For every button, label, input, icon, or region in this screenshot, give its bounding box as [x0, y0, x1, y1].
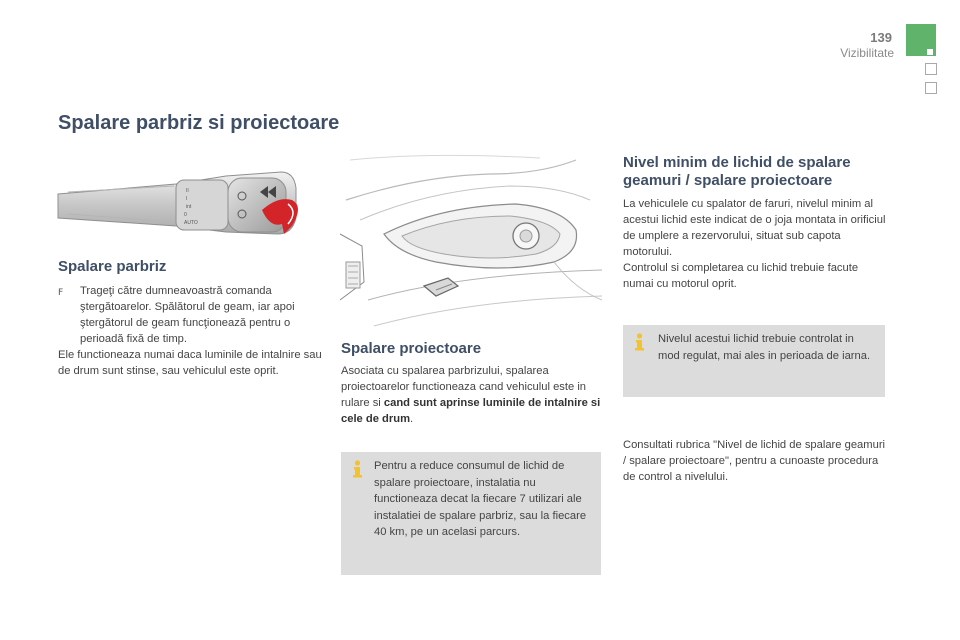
info-text-fluid: Nivelul acestui lichid trebuie controlat in mod regulat, mai ales in perioada de iarna. — [658, 333, 871, 362]
bullet-mark: F — [58, 288, 64, 298]
fluid-level-paragraph-3: Consultati rubrica "Nivel de lichid de spalare geamuri / spalare proiectoare", pentru a cunoaste procedura de control a nivelului. — [623, 439, 886, 483]
svg-text:I: I — [186, 196, 188, 202]
headlamp-wash-text-start: Asociata cu spalarea parbrizului, spalarea proiectoarelor functioneaza cand vehiculul este in rulare si — [341, 365, 587, 409]
bullet-text: Trageţi către dumneavoastră comanda ştergătoarelor. Spălătorul de geam, iar apoi ştergătorul de geam funcţionează pentru o perioadă fixă de timp. — [80, 285, 295, 345]
svg-text:0: 0 — [184, 212, 187, 218]
wiper-stalk-illustration — [56, 166, 308, 242]
svg-text:AUTO: AUTO — [184, 220, 198, 226]
headlamp-washer-illustration — [340, 150, 602, 330]
info-box-headlamp — [341, 452, 601, 575]
heading-headlamp-wash: Spalare proiectoare — [341, 340, 482, 357]
svg-text:int: int — [186, 204, 192, 210]
svg-text:II: II — [186, 188, 189, 194]
headlamp-wash-text-bold: cand sunt aprinse luminile de intalnire si cele de drum — [341, 397, 601, 425]
fluid-level-paragraph-1: La vehiculele cu spalator de faruri, nivelul minim al acestui lichid este indicat de o joja montata in orificiul de umplere a rezervorului, situat sub capota motorului. — [623, 198, 886, 258]
heading-windscreen-wash: Spalare parbriz — [58, 258, 167, 275]
headlamp-wash-paragraph — [341, 363, 603, 427]
heading-fluid-level: Nivel minim de lichid de spalare geamuri / spalare proiectoare — [623, 154, 851, 189]
section-name: Vizibilitate — [840, 46, 894, 60]
chapter-tab-marker-3[interactable] — [925, 82, 937, 94]
info-text-headlamp: Pentru a reduce consumul de lichid de spalare proiectoare, instalatia nu functioneaza decat la fiecare 7 utilizari ale instalatiei de spalare parbriz, sau la fiecare 40 km, pe un acelasi parcurs. — [374, 460, 587, 538]
chapter-tab-marker[interactable] — [906, 24, 936, 56]
page-title: Spalare parbriz si proiectoare — [58, 112, 340, 134]
chapter-tab-marker-2[interactable] — [925, 63, 937, 75]
info-icon — [633, 333, 646, 351]
page-number: 139 — [870, 30, 892, 45]
fluid-level-paragraph-2: Controlul si completarea cu lichid trebuie facute numai cu motorul oprit. — [623, 262, 859, 290]
tab-square-icon — [927, 49, 933, 55]
info-icon — [351, 460, 364, 478]
windscreen-wash-paragraph: Ele functioneaza numai daca luminile de intalnire sau de drum sunt stinse, sau vehiculul este oprit. — [58, 349, 322, 377]
info-box-fluid — [623, 325, 885, 397]
headlamp-wash-text-end: . — [410, 413, 414, 425]
